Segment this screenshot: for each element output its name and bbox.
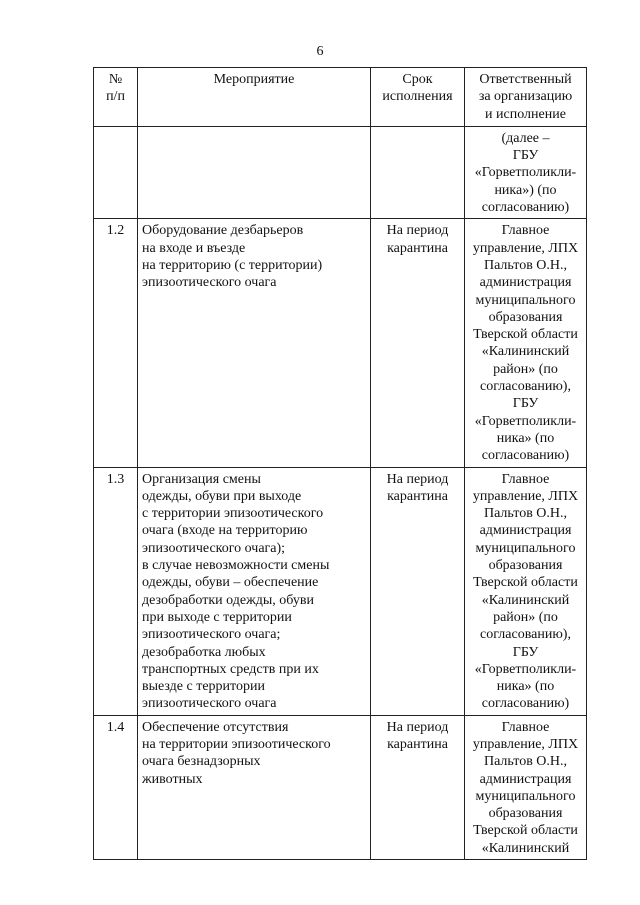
row-term: На период карантина: [371, 219, 465, 467]
row-term: На период карантина: [371, 715, 465, 859]
row-activity: [138, 126, 371, 218]
row-term: [371, 126, 465, 218]
header-num: № п/п: [94, 68, 138, 127]
row-num: [94, 126, 138, 218]
row-num: 1.3: [94, 467, 138, 715]
row-num: 1.4: [94, 715, 138, 859]
row-responsible: Главное управление, ЛПХ Пальтов О.Н., администрация муниципального образования Тверской области «Калининский район» (по согласованию), ГБУ «Горветполикли- ника» (по согласованию): [465, 219, 587, 467]
row-activity: Обеспечение отсутствия на территории эпизоотического очага безнадзорных животных: [138, 715, 371, 859]
row-num: 1.2: [94, 219, 138, 467]
row-term: На период карантина: [371, 467, 465, 715]
table-header-row: [94, 68, 587, 127]
page-number: 6: [316, 44, 324, 59]
row-activity: Оборудование дезбарьеров на входе и въезде на территорию (с территории) эпизоотического очага: [138, 219, 371, 467]
table-row: [94, 467, 587, 715]
header-activity: Мероприятие: [138, 68, 371, 127]
row-activity: Организация смены одежды, обуви при выходе с территории эпизоотического очага (входе на территорию эпизоотического очага); в случае невозможности смены одежды, обуви – обеспечение дезобработки одежды, обуви при выходе с территории эпизоотического очага; дезобработка любых транспортных средств при их выезде с территории эпизоотического очага: [138, 467, 371, 715]
header-responsible: Ответственный за организацию и исполнение: [465, 68, 587, 127]
header-term: Срок исполнения: [371, 68, 465, 127]
row-responsible: Главное управление, ЛПХ Пальтов О.Н., администрация муниципального образования Тверской области «Калининский район» (по согласованию), ГБУ «Горветполикли- ника» (по согласованию): [465, 467, 587, 715]
table-row: [94, 715, 587, 859]
table-row: [94, 126, 587, 218]
row-responsible: Главное управление, ЛПХ Пальтов О.Н., администрация муниципального образования Тверской области «Калининский: [465, 715, 587, 859]
table-row: [94, 219, 587, 467]
row-responsible: (далее – ГБУ «Горветполикли- ника») (по согласованию): [465, 126, 587, 218]
activity-table: [93, 67, 587, 860]
